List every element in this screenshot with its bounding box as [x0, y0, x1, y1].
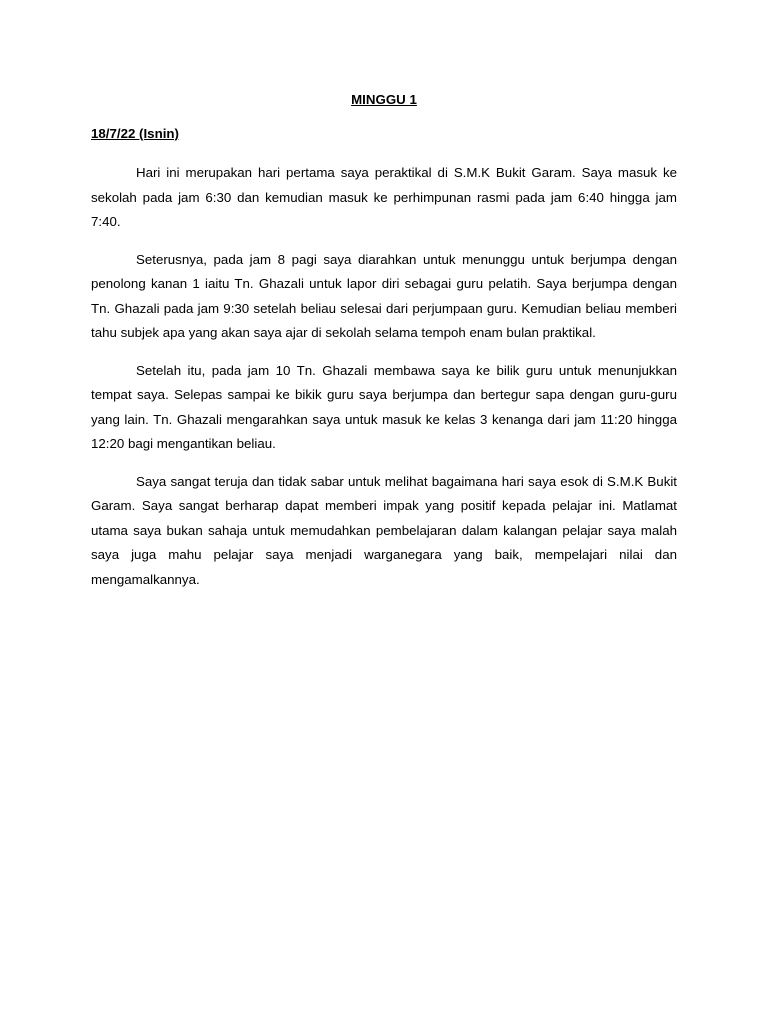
entry-date-heading: 18/7/22 (Isnin): [91, 126, 179, 141]
paragraph-1: Hari ini merupakan hari pertama saya peraktikal di S.M.K Bukit Garam. Saya masuk ke sekolah pada jam 6:30 dan kemudian masuk ke perhimpunan rasmi pada jam 6:40 hingga jam 7:40.: [91, 165, 677, 229]
week-title: MINGGU 1: [351, 92, 417, 107]
paragraph-3: Setelah itu, pada jam 10 Tn. Ghazali membawa saya ke bilik guru untuk menunjukkan tempat saya. Selepas sampai ke bikik guru saya berjumpa dan bertegur sapa dengan guru-guru yang lain. Tn. Ghazali mengarahkan saya untuk masuk ke kelas 3 kenanga dari jam 11:20 hingga 12:20 bagi mengantikan beliau.: [91, 362, 677, 451]
paragraph-4: Saya sangat teruja dan tidak sabar untuk melihat bagaimana hari saya esok di S.M.K Bukit Garam. Saya sangat berharap dapat memberi impak yang positif kepada pelajar ini. Matlamat utama saya bukan sahaja untuk memudahkan pembelajaran dalam kalangan pelajar saya malah saya juga mahu pelajar saya menjadi warganegara yang baik, mempelajari nilai dan mengamalkannya.: [91, 473, 677, 587]
paragraph-2: Seterusnya, pada jam 8 pagi saya diarahkan untuk menunggu untuk berjumpa dengan penolong kanan 1 iaitu Tn. Ghazali untuk lapor diri sebagai guru pelatih. Saya berjumpa dengan Tn. Ghazali pada jam 9:30 setelah beliau selesai dari perjumpaan guru. Kemudian beliau memberi tahu subjek apa yang akan saya ajar di sekolah selama tempoh enam bulan praktikal.: [91, 251, 677, 340]
